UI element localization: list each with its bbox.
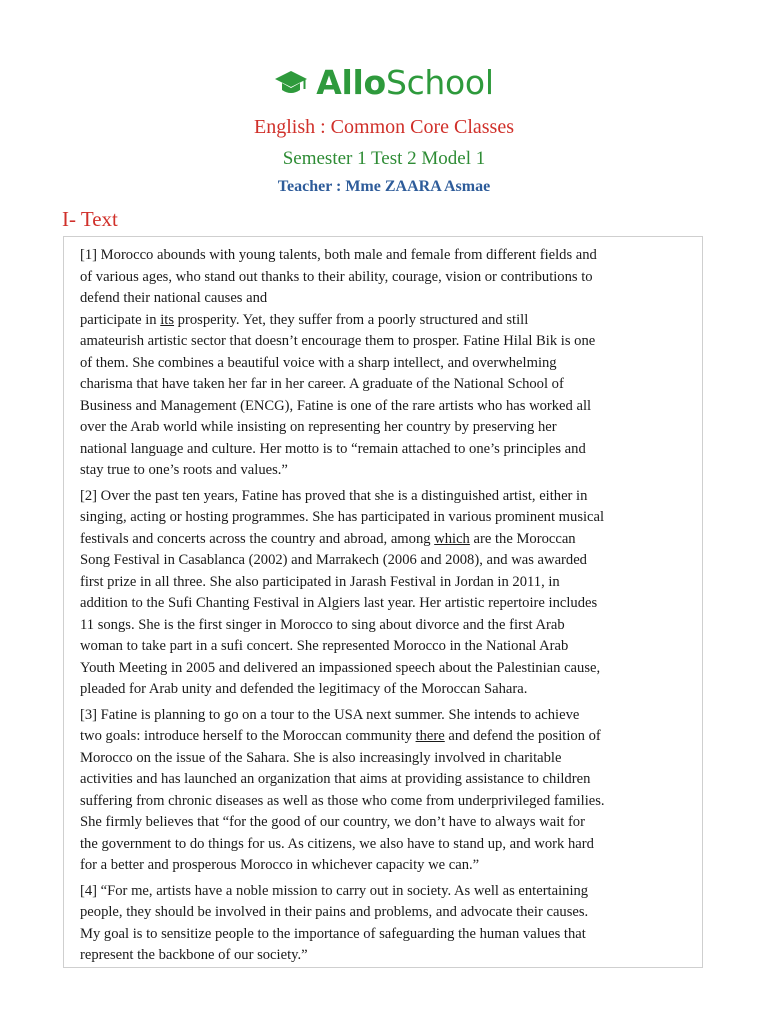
teacher-name: Teacher : Mme ZAARA Asmae [277,178,491,195]
text-line: the government to do things for us. As citizens, we also have to stand up, and work hard [80,835,594,852]
text-line: [2] Over the past ten years, Fatine has proved that she is a distinguished artist, either in [80,487,588,504]
text-line: national language and culture. Her motto is to “remain attached to one’s principles and [80,440,586,457]
text-line: amateurish artistic sector that doesn’t encourage them to prosper. Fatine Hilal Bik is one [80,333,596,349]
text-line: Youth Meeting in 2005 and delivered an impassioned speech about the Palestinian cause, [80,659,601,676]
text-line: woman to take part in a sufi concert. She represented Morocco in the National Arab [80,638,569,654]
text-line: defend their national causes and [80,290,268,306]
text-line: [1] Morocco abounds with young talents, both male and female from different fields and [80,247,597,263]
text-fragment: and defend the position of [444,728,601,744]
text-line: She firmly believes that “for the good of our country, we don’t have to always wait for [80,814,585,830]
text-fragment: prosperity. Yet, they suffer from a poorly structured and still [174,311,529,328]
text-line: singing, acting or hosting programmes. She has participated in various prominent musical [80,509,605,525]
text-line: people, they should be involved in their pains and problems, and advocate their causes. [80,904,589,920]
text-fragment: two goals: introduce herself to the Moroccan community [80,728,416,744]
course-title: English : Common Core Classes [254,116,514,138]
test-title: Semester 1 Test 2 Model 1 [282,148,486,169]
text-line [80,529,686,551]
text-fragment: festivals and concerts across the country and abroad, among [80,530,435,547]
section-heading: I- Text [62,207,118,231]
text-line: stay true to one’s roots and values.” [80,462,288,478]
text-line: [4] “For me, artists have a noble mission to carry out in society. As well as entertaining [80,882,589,899]
text-line: Song Festival in Casablanca (2002) and Marrakech (2006 and 2008), and was awarded [80,552,587,568]
alloschool-logo [0,63,768,102]
text-line: of various ages, who stand out thanks to their ability, courage, vision or contributions to [80,268,593,285]
text-line: charisma that have taken her far in her career. A graduate of the National School of [80,376,564,392]
text-line [80,310,686,332]
underlined-word: which [434,530,470,547]
text-line: [3] Fatine is planning to go on a tour to the USA next summer. She intends to achieve [80,706,580,723]
underlined-word: its [160,311,175,328]
text-line: addition to the Sufi Chanting Festival in Algiers last year. Her artistic repertoire includes [80,595,598,611]
graduation-cap-icon [274,68,308,98]
logo-wordmark [316,63,494,102]
text-line: of them. She combines a beautiful voice with a sharp intellect, and overwhelming [80,354,557,371]
text-line: My goal is to sensitize people to the importance of safeguarding the human values that [80,925,586,942]
paragraph-3 [80,705,686,877]
paragraph-2 [80,486,686,701]
text-line: first prize in all three. She also participated in Jarash Festival in Jordan in 2011, in [80,573,560,590]
text-line: activities and has launched an organization that aims at providing assistance to children [80,771,591,787]
logo-brand-light: School [385,63,494,102]
reading-text-box [63,236,703,968]
text-line: represent the backbone of our society.” [80,947,308,963]
paragraph-1 [80,245,686,482]
text-line [80,726,686,748]
text-line: Business and Management (ENCG), Fatine is one of the rare artists who has worked all [80,397,592,414]
text-line: for a better and prosperous Morocco in whichever capacity we can.” [80,857,480,873]
text-line: suffering from chronic diseases as well as those who come from underprivileged families. [80,792,605,809]
text-line: pleaded for Arab unity and defended the legitimacy of the Moroccan Sahara. [80,681,528,697]
text-line: over the Arab world while insisting on representing her country by preserving her [80,419,557,435]
text-fragment: are the Moroccan [469,530,576,547]
text-line: Morocco on the issue of the Sahara. She is also increasingly involved in charitable [80,749,562,766]
paragraph-4 [80,881,686,967]
text-fragment: participate in [80,311,161,328]
logo-brand-bold: Allo [316,63,386,102]
underlined-word: there [415,728,445,744]
text-line: 11 songs. She is the first singer in Morocco to sing about divorce and the first Arab [80,616,565,633]
